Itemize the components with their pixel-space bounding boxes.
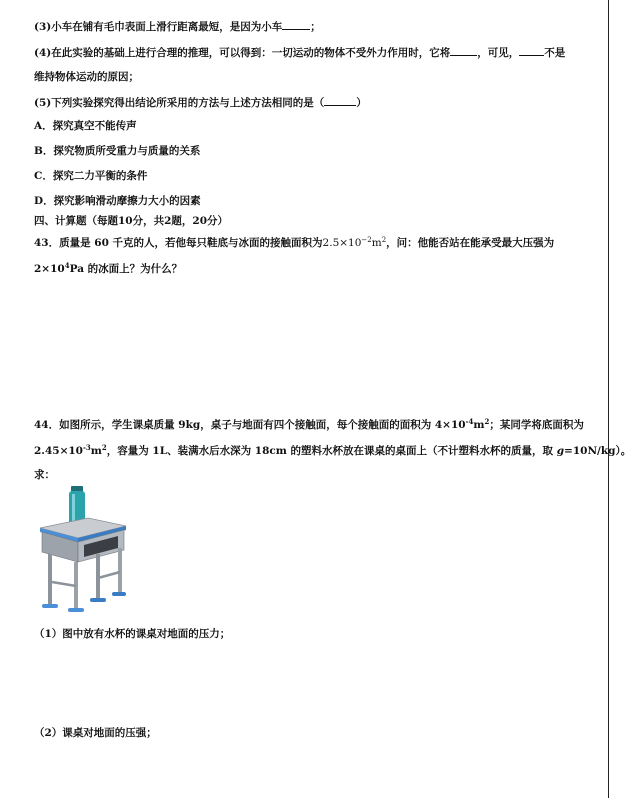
option-b: B．探究物质所受重力与质量的关系: [34, 145, 201, 157]
q4-line2: 维持物体运动的原因；: [34, 71, 139, 83]
option-a: A．探究真空不能传声: [34, 120, 137, 132]
section-heading: 四、计算题（每题10分，共2题，20分）: [34, 215, 229, 227]
q5-line: (5)下列实验探究得出结论所采用的方法与上述方法相同的是（ ）: [34, 94, 367, 110]
right-margin-line: [608, 0, 609, 798]
option-c: C．探究二力平衡的条件: [34, 170, 148, 182]
q5-blank: [324, 94, 356, 106]
q43-line2: $2\times 10^4Pa$ 的冰面上？为什么？: [34, 261, 183, 275]
sub-question-2: （2）课桌对地面的压强；: [34, 727, 157, 739]
q44-line1: 44．如图所示，学生课桌质量 9kg，桌子与地面有四个接触面，每个接触面的面积为 $4\times 10^{-4}m^2$；某同学将底面积为: [34, 417, 584, 431]
q44-line2: $2.45\times 10^{-3}m^2$，容量为 1L、装满水后水深为 18cm 的塑料水杯放在课桌的桌面上（不计塑料水杯的质量，取 g=10N/kg）。: [34, 443, 631, 457]
q4-line1: (4)在此实验的基础上进行合理的推理，可以得到：一切运动的物体不受外力作用时，它将 ，可见， 不是: [34, 44, 565, 60]
q3-text: (3)小车在铺有毛巾表面上滑行距离最短，是因为小车: [34, 21, 283, 33]
q3-blank: [282, 18, 310, 30]
q4-text: (4)在此实验的基础上进行合理的推理，可以得到：一切运动的物体不受外力作用时，它将: [34, 47, 451, 59]
desk-with-water-bottle-illustration: [38, 482, 128, 614]
q4-blank-2: [519, 44, 544, 56]
q4-blank-1: [450, 44, 477, 56]
q43-line1: 43．质量是 60 千克的人，若他每只鞋底与冰面的接触面积为$2.5\times 10^{-2}m^2$，问：他能否站在能承受最大压强为: [34, 236, 555, 249]
q43-area-value: $2.5\times 10^{-2}m^2$: [322, 236, 387, 249]
q3-line: (3)小车在铺有毛巾表面上滑行距离最短，是因为小车 ；: [34, 18, 321, 34]
option-d: D．探究影响滑动摩擦力大小的因素: [34, 195, 201, 207]
q44-line3: 求：: [34, 469, 55, 481]
q5-text: (5)下列实验探究得出结论所采用的方法与上述方法相同的是（: [34, 97, 325, 109]
sub-question-1: （1）图中放有水杯的课桌对地面的压力；: [34, 628, 231, 640]
